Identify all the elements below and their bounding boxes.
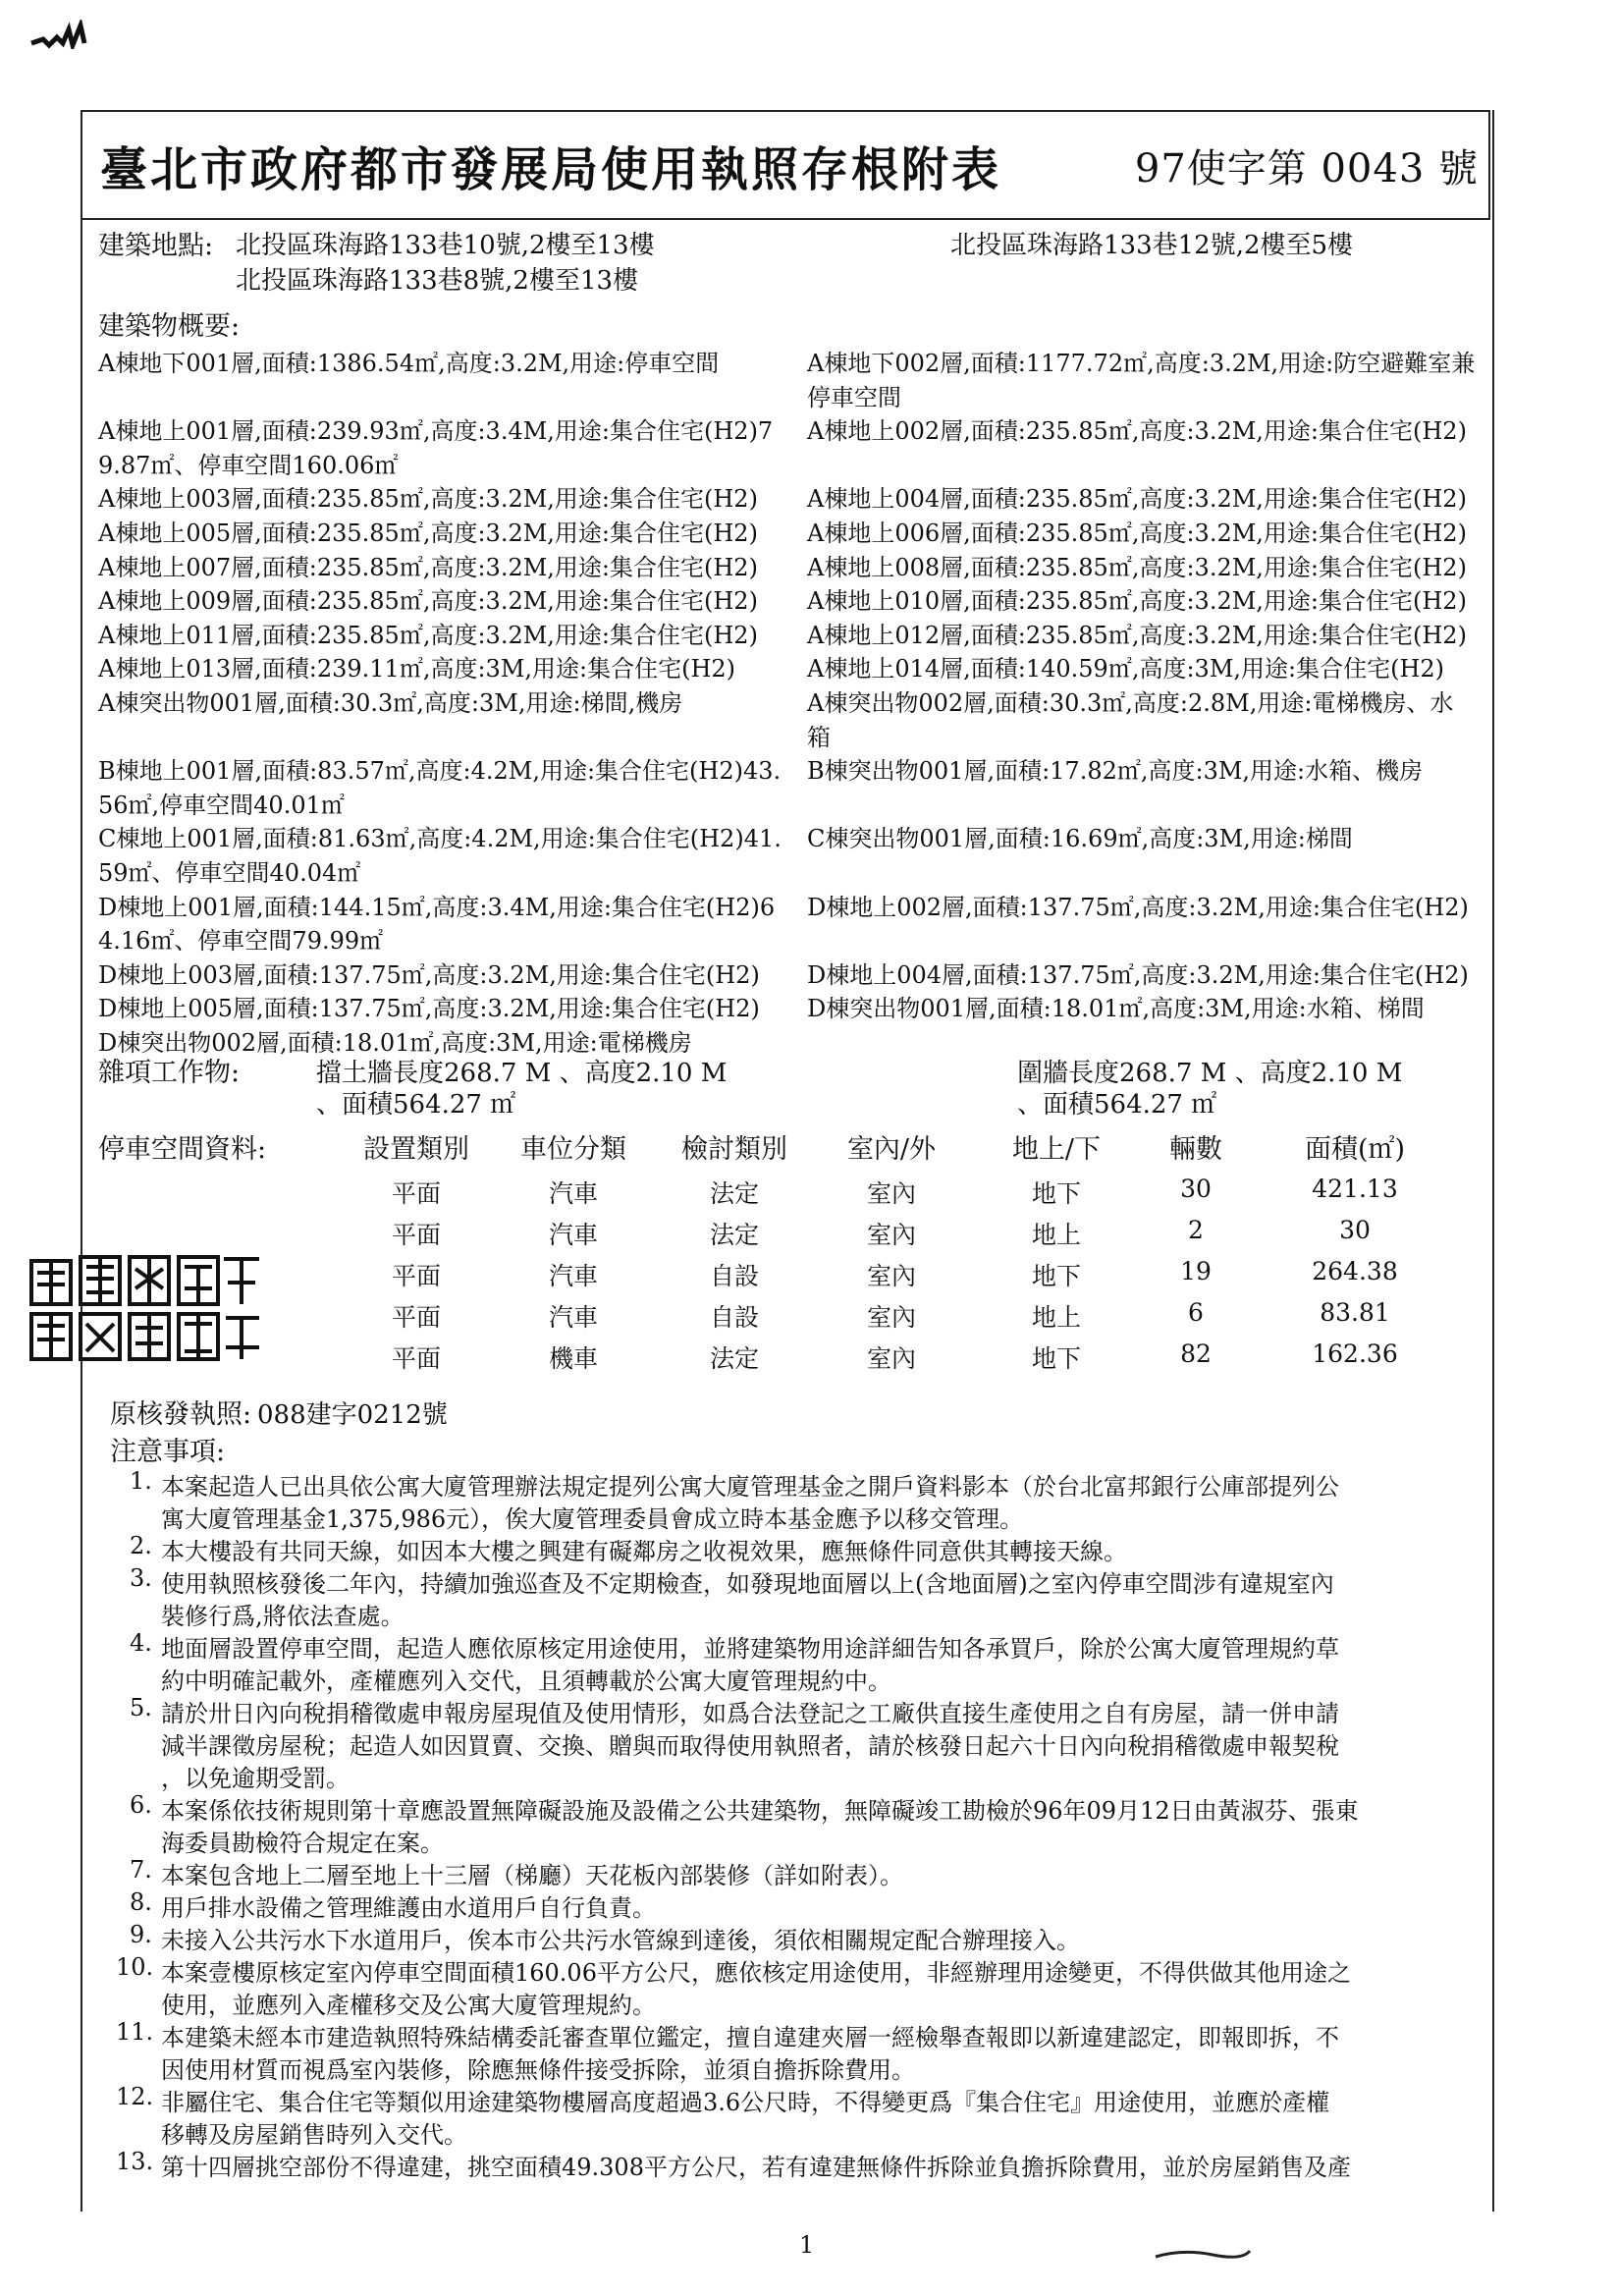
note-line: 移轉及房屋銷售時列入交代。 xyxy=(161,2121,467,2149)
note-line: 第十四層挑空部份不得違建，挑空面積49.308平方公尺，若有違建無條件拆除並負擔拆除費用，並於房屋銷售及產 xyxy=(161,2154,1351,2181)
note-line: 本案起造人已出具依公寓大廈管理辦法規定提列公寓大廈管理基金之開戶資料影本（於台北富邦銀行公庫部提列公 xyxy=(161,1473,1339,1501)
overview-left-cell: A棟地上011層,面積:235.85㎡,高度:3.2M,用途:集合住宅(H2) xyxy=(98,622,758,649)
parking-cell: 室內 xyxy=(866,1262,916,1290)
parking-cell: 汽車 xyxy=(548,1221,598,1249)
parking-cell: 82 xyxy=(1180,1339,1212,1368)
parking-cell: 室內 xyxy=(866,1221,916,1249)
overview-left-cell: D棟突出物002層,面積:18.01㎡,高度:3M,用途:電梯機房 xyxy=(98,1029,692,1057)
parking-cell: 平面 xyxy=(391,1179,441,1208)
overview-label: 建築物概要: xyxy=(98,311,241,342)
parking-header-cell: 地上/下 xyxy=(1011,1134,1102,1165)
overview-left-cell: 9.87㎡、停車空間160.06㎡ xyxy=(98,452,399,479)
overview-left-cell: D棟地上003層,面積:137.75㎡,高度:3.2M,用途:集合住宅(H2) xyxy=(98,961,760,989)
original-permit-value: 088建字0212號 xyxy=(257,1400,448,1430)
overview-right-cell: A棟地上004層,面積:235.85㎡,高度:3.2M,用途:集合住宅(H2) xyxy=(807,485,1467,513)
parking-cell: 地下 xyxy=(1031,1262,1081,1290)
note-line: 裝修行爲,將依法查處。 xyxy=(161,1603,404,1630)
note-number: 11. xyxy=(116,2018,154,2046)
overview-right-cell: A棟地下002層,面積:1177.72㎡,高度:3.2M,用途:防空避難室兼 xyxy=(807,350,1476,377)
parking-cell: 6 xyxy=(1188,1298,1204,1327)
parking-cell: 264.38 xyxy=(1312,1257,1398,1285)
note-line: 未接入公共污水下水道用戶，俟本市公共污水管線到達後，須依相關規定配合辦理接入。 xyxy=(161,1927,1080,1954)
parking-cell: 室內 xyxy=(866,1179,916,1208)
note-line: 本案壹樓原核定室內停車空間面積160.06平方公尺，應依核定用途使用，非經辦理用途變更，不得供做其他用途之 xyxy=(161,1959,1351,1987)
parking-cell: 自設 xyxy=(709,1303,759,1332)
location-line-1-right: 北投區珠海路133巷12號,2樓至5樓 xyxy=(950,231,1354,260)
retaining-wall-line-2: 、面積564.27 ㎡ xyxy=(316,1090,516,1120)
parking-header-cell: 車位分類 xyxy=(520,1134,626,1165)
note-number: 6. xyxy=(130,1791,152,1819)
overview-right-cell: C棟突出物001層,面積:16.69㎡,高度:3M,用途:梯間 xyxy=(807,825,1353,852)
parking-cell: 30 xyxy=(1339,1216,1371,1244)
note-number: 8. xyxy=(130,1888,152,1916)
note-line: 非屬住宅、集合住宅等類似用途建築物樓層高度超過3.6公尺時，不得變更爲『集合住宅』用途使用，並應於產權 xyxy=(161,2089,1330,2116)
parking-cell: 平面 xyxy=(391,1221,441,1249)
note-number: 1. xyxy=(130,1467,152,1495)
overview-right-cell: D棟地上002層,面積:137.75㎡,高度:3.2M,用途:集合住宅(H2) xyxy=(807,894,1469,921)
misc-label: 雜項工作物: xyxy=(98,1058,241,1088)
overview-right-cell: A棟地上014層,面積:140.59㎡,高度:3M,用途:集合住宅(H2) xyxy=(807,655,1445,683)
note-number: 10. xyxy=(116,1953,154,1981)
overview-left-cell: B棟地上001層,面積:83.57㎡,高度:4.2M,用途:集合住宅(H2)43. xyxy=(98,757,782,785)
parking-cell: 汽車 xyxy=(548,1303,598,1332)
handwritten-mark xyxy=(1154,2247,1252,2261)
parking-cell: 汽車 xyxy=(548,1179,598,1208)
note-line: 減半課徵房屋稅；起造人如因買賣、交換、贈與而取得使用執照者，請於核發日起六十日內向稅捐稽徵處申報契稅 xyxy=(161,1732,1339,1760)
location-line-1: 北投區珠海路133巷10號,2樓至13樓 xyxy=(236,231,655,260)
overview-right-cell: A棟地上012層,面積:235.85㎡,高度:3.2M,用途:集合住宅(H2) xyxy=(807,622,1467,649)
parking-header-cell: 面積(㎡) xyxy=(1304,1134,1406,1165)
parking-header-cell: 檢討類別 xyxy=(681,1134,787,1165)
overview-right-cell: 箱 xyxy=(807,724,831,751)
note-line: 本大樓設有共同天線，如因本大樓之興建有礙鄰房之收視效果，應無條件同意供其轉接天線。 xyxy=(161,1538,1127,1565)
title-box xyxy=(81,110,1490,220)
note-number: 4. xyxy=(130,1629,152,1657)
note-number: 2. xyxy=(130,1532,152,1559)
parking-cell: 平面 xyxy=(391,1303,441,1332)
note-number: 5. xyxy=(130,1694,152,1722)
location-label: 建築地點: xyxy=(98,231,214,261)
overview-right-cell: A棟地上010層,面積:235.85㎡,高度:3.2M,用途:集合住宅(H2) xyxy=(807,587,1467,615)
original-permit-label: 原核發執照: xyxy=(110,1399,252,1430)
overview-right-cell: A棟地上006層,面積:235.85㎡,高度:3.2M,用途:集合住宅(H2) xyxy=(807,519,1467,547)
overview-left-cell: A棟突出物001層,面積:30.3㎡,高度:3M,用途:梯間,機房 xyxy=(98,689,683,717)
note-number: 7. xyxy=(130,1856,152,1884)
parking-cell: 地下 xyxy=(1031,1344,1081,1373)
parking-label: 停車空間資料: xyxy=(98,1134,267,1165)
overview-right-cell: D棟地上004層,面積:137.75㎡,高度:3.2M,用途:集合住宅(H2) xyxy=(807,961,1469,989)
overview-left-cell: D棟地上005層,面積:137.75㎡,高度:3.2M,用途:集合住宅(H2) xyxy=(98,995,760,1022)
parking-cell: 地上 xyxy=(1031,1303,1081,1332)
overview-left-cell: A棟地上007層,面積:235.85㎡,高度:3.2M,用途:集合住宅(H2) xyxy=(98,554,758,581)
overview-left-cell: A棟地上001層,面積:239.93㎡,高度:3.4M,用途:集合住宅(H2)7 xyxy=(98,417,774,445)
overview-left-cell: 56㎡,停車空間40.01㎡ xyxy=(98,792,345,819)
parking-cell: 汽車 xyxy=(548,1262,598,1290)
note-line: 因使用材質而視爲室內裝修，除應無條件接受拆除，並須自擔拆除費用。 xyxy=(161,2056,915,2084)
overview-left-cell: A棟地上005層,面積:235.85㎡,高度:3.2M,用途:集合住宅(H2) xyxy=(98,519,758,547)
parking-cell: 室內 xyxy=(866,1344,916,1373)
parking-cell: 法定 xyxy=(709,1179,759,1208)
overview-right-cell: D棟突出物001層,面積:18.01㎡,高度:3M,用途:水箱、梯間 xyxy=(807,995,1425,1022)
overview-left-cell: D棟地上001層,面積:144.15㎡,高度:3.4M,用途:集合住宅(H2)6 xyxy=(98,894,776,921)
note-line: ，以免逾期受罰。 xyxy=(161,1765,350,1792)
overview-right-cell: B棟突出物001層,面積:17.82㎡,高度:3M,用途:水箱、機房 xyxy=(807,757,1424,785)
parking-header-cell: 室內/外 xyxy=(846,1134,937,1165)
note-line: 用戶排水設備之管理維護由水道用戶自行負責。 xyxy=(161,1894,656,1922)
notes-label: 注意事項: xyxy=(110,1437,226,1467)
parking-cell: 平面 xyxy=(391,1344,441,1373)
parking-cell: 平面 xyxy=(391,1262,441,1290)
note-line: 請於卅日內向稅捐稽徵處申報房屋現值及使用情形，如爲合法登記之工廠供直接生產使用之自有房屋，請一併申請 xyxy=(161,1700,1339,1727)
note-line: 本案係依技術規則第十章應設置無障礙設施及設備之公共建築物，無障礙竣工勘檢於96年09月12日由黃淑芬、張東 xyxy=(161,1797,1359,1825)
note-number: 9. xyxy=(130,1921,152,1948)
parking-cell: 421.13 xyxy=(1312,1175,1398,1203)
note-line: 約中明確記載外，產權應列入交代，且須轉載於公寓大廈管理規約中。 xyxy=(161,1667,891,1695)
parking-cell: 30 xyxy=(1180,1175,1212,1203)
note-line: 使用，並應列入產權移交及公寓大廈管理規約。 xyxy=(161,1992,656,2019)
note-line: 寓大廈管理基金1,375,986元），俟大廈管理委員會成立時本基金應予以移交管理。 xyxy=(161,1505,1024,1533)
parking-cell: 2 xyxy=(1188,1216,1204,1244)
parking-cell: 法定 xyxy=(709,1221,759,1249)
overview-left-cell: 59㎡、停車空間40.04㎡ xyxy=(98,859,361,887)
parking-cell: 自設 xyxy=(709,1262,759,1290)
parking-cell: 室內 xyxy=(866,1303,916,1332)
parking-cell: 19 xyxy=(1180,1257,1212,1285)
page-title: 臺北市政府都市發展局使用執照存根附表 xyxy=(100,142,1002,197)
official-seal xyxy=(27,1249,263,1367)
note-number: 3. xyxy=(130,1564,152,1592)
overview-left-cell: A棟地下001層,面積:1386.54㎡,高度:3.2M,用途:停車空間 xyxy=(98,350,720,377)
fence-line-2: 、面積564.27 ㎡ xyxy=(1017,1090,1217,1120)
overview-left-cell: A棟地上009層,面積:235.85㎡,高度:3.2M,用途:集合住宅(H2) xyxy=(98,587,758,615)
overview-left-cell: 4.16㎡、停車空間79.99㎡ xyxy=(98,927,384,955)
note-line: 本案包含地上二層至地上十三層（梯廳）天花板內部裝修（詳如附表）。 xyxy=(161,1862,903,1889)
overview-right-cell: A棟突出物002層,面積:30.3㎡,高度:2.8M,用途:電梯機房、水 xyxy=(807,689,1454,717)
parking-cell: 83.81 xyxy=(1320,1298,1390,1327)
retaining-wall-line-1: 擋土牆長度268.7 M 、高度2.10 M xyxy=(316,1059,728,1088)
page-number: 1 xyxy=(799,2231,815,2259)
parking-cell: 地上 xyxy=(1031,1221,1081,1249)
parking-cell: 地下 xyxy=(1031,1179,1081,1208)
note-line: 本建築未經本市建造執照特殊結構委託審查單位鑑定，擅自違建夾層一經檢舉查報即以新違建認定，即報即拆，不 xyxy=(161,2024,1339,2051)
parking-cell: 162.36 xyxy=(1312,1339,1398,1368)
overview-right-cell: A棟地上002層,面積:235.85㎡,高度:3.2M,用途:集合住宅(H2) xyxy=(807,417,1467,445)
parking-cell: 法定 xyxy=(709,1344,759,1373)
note-line: 使用執照核發後二年內，持續加強巡查及不定期檢查，如發現地面層以上(含地面層)之室內停車空間涉有違規室內 xyxy=(161,1570,1334,1598)
parking-header-cell: 輛數 xyxy=(1169,1134,1222,1165)
location-line-2: 北投區珠海路133巷8號,2樓至13樓 xyxy=(236,266,639,296)
note-line: 海委員勘檢符合規定在案。 xyxy=(161,1830,444,1857)
note-line: 地面層設置停車空間，起造人應依原核定用途使用，並將建築物用途詳細告知各承買戶，除於公寓大廈管理規約草 xyxy=(161,1635,1339,1663)
overview-left-cell: A棟地上013層,面積:239.11㎡,高度:3M,用途:集合住宅(H2) xyxy=(98,655,736,683)
fence-line-1: 圍牆長度268.7 M 、高度2.10 M xyxy=(1017,1059,1403,1088)
overview-left-cell: A棟地上003層,面積:235.85㎡,高度:3.2M,用途:集合住宅(H2) xyxy=(98,485,758,513)
overview-left-cell: C棟地上001層,面積:81.63㎡,高度:4.2M,用途:集合住宅(H2)41. xyxy=(98,825,782,852)
scan-mark xyxy=(29,20,90,49)
note-number: 12. xyxy=(116,2083,154,2110)
overview-right-cell: 停車空間 xyxy=(807,384,901,411)
parking-cell: 機車 xyxy=(548,1344,598,1373)
parking-header-cell: 設置類別 xyxy=(363,1134,469,1165)
note-number: 13. xyxy=(116,2148,154,2175)
permit-number: 97使字第 0043 號 xyxy=(1134,146,1479,191)
overview-right-cell: A棟地上008層,面積:235.85㎡,高度:3.2M,用途:集合住宅(H2) xyxy=(807,554,1467,581)
